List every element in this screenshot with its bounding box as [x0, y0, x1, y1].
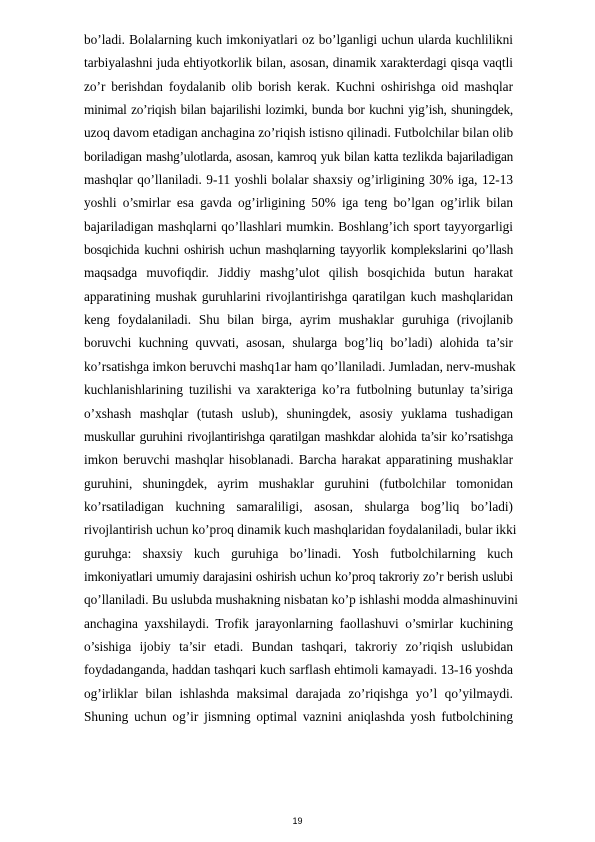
text-line: bosqichida kuchni oshirish uchun mashqlarning tayyorlik komplekslarini qo’llash	[84, 242, 513, 258]
text-line: imkon beruvchi mashqlar hisoblanadi. Barcha harakat apparatining mushaklar	[84, 452, 513, 468]
text-line: ko’rsatishga imkon beruvchi mashq1ar ham qo’llaniladi. Jumladan, nerv-mushak	[84, 358, 516, 374]
text-line: bo’ladi. Bolalarning kuch imkoniyatlari oz bo’lganligi uchun ularda kuchlilikni	[84, 32, 513, 47]
text-line: imkoniyatlari umumiy darajasini oshirish uchun ko’proq takroriy zo’r berish uslubi	[84, 568, 513, 584]
text-line: muskullar guruhini rivojlantirishga qaratilgan mashkdar alohida ta’sir ko’rsatishga	[84, 428, 513, 444]
page-number: 19	[292, 816, 303, 826]
text-line: zo’r berishdan foydalanib olib borish kerak. Kuchni oshirishga oid mashqlar	[84, 78, 513, 94]
text-line: og’irliklar bilan ishlashda maksimal darajada zo’riqishga yo’l qo’yilmaydi.	[84, 685, 513, 701]
text-line: tarbiyalashni juda ehtiyotkorlik bilan, asosan, dinamik xarakterdagi qisqa vaqtli	[84, 55, 513, 71]
text-line: guruhini, shuningdek, ayrim mushaklar guruhini (futbolchilar tomonidan	[84, 475, 513, 491]
text-line: o’xshash mashqlar (tutash uslub), shuningdek, asosiy yuklama tushadigan	[84, 405, 513, 421]
text-line: yoshli o’smirlar esa gavda og’irligining 50% iga teng bo’lgan og’irlik bilan	[84, 195, 513, 211]
body-text	[84, 28, 518, 728]
text-line: uzoq davom etadigan anchagina zo’riqish istisno qilinadi. Futbolchilar bilan olib	[84, 125, 514, 141]
text-line: mashqlar qo’llaniladi. 9-11 yoshli bolalar shaxsiy og’irligining 30% iga, 12-13	[84, 172, 513, 188]
text-line: foydadanganda, haddan tashqari kuch sarflash ehtimoli kamayadi. 13-16 yoshda	[84, 662, 513, 678]
text-line: boriladigan mashg’ulotlarda, asosan, kamroq yuk bilan katta tezlikda bajariladigan	[84, 148, 513, 164]
text-line: apparatining mushak guruhlarini rivojlantirishga qaratilgan kuch mashqlaridan	[84, 288, 513, 304]
text-line: kuchlanishlarining tuzilishi va xarakteriga ko’ra futbolning butunlay ta’siriga	[84, 382, 513, 398]
text-line: qo’llaniladi. Bu uslubda mushakning nisbatan ko’p ishlashi modda almashinuvini	[84, 592, 518, 608]
text-line: rivojlantirish uchun ko’proq dinamik kuch mashqlaridan foydalaniladi, bular ikki	[84, 522, 517, 538]
text-line: guruhga: shaxsiy kuch guruhiga bo’linadi. Yosh futbolchilarning kuch	[84, 545, 513, 561]
text-line: boruvchi kuchning quvvati, asosan, shularga bog’liq bo’ladi) alohida ta’sir	[84, 335, 513, 351]
text-line: minimal zo’riqish bilan bajarilishi lozimki, bunda bor kuchni yig’ish, shuningdek,	[84, 102, 513, 118]
text-line: bajariladigan mashqlarni qo’llashlari mumkin. Boshlang’ich sport tayyorgarligi	[84, 218, 513, 234]
text-line: maqsadga muvofiqdir. Jiddiy mashg’ulot qilish bosqichida butun harakat	[84, 265, 513, 281]
text-line: anchagina yaxshilaydi. Trofik jarayonlarning faollashuvi o’smirlar kuchining	[84, 615, 513, 631]
text-line: keng foydalaniladi. Shu bilan birga, ayrim mushaklar guruhiga (rivojlanib	[84, 312, 513, 328]
text-line: Shuning uchun og’ir jismning optimal vaznini aniqlashda yosh futbolchining	[84, 708, 513, 724]
text-line: o’sishiga ijobiy ta’sir etadi. Bundan tashqari, takroriy zo’riqish uslubidan	[84, 638, 513, 654]
text-line: ko’rsatiladigan kuchning samaraliligi, asosan, shularga bog’liq bo’ladi)	[84, 498, 513, 514]
